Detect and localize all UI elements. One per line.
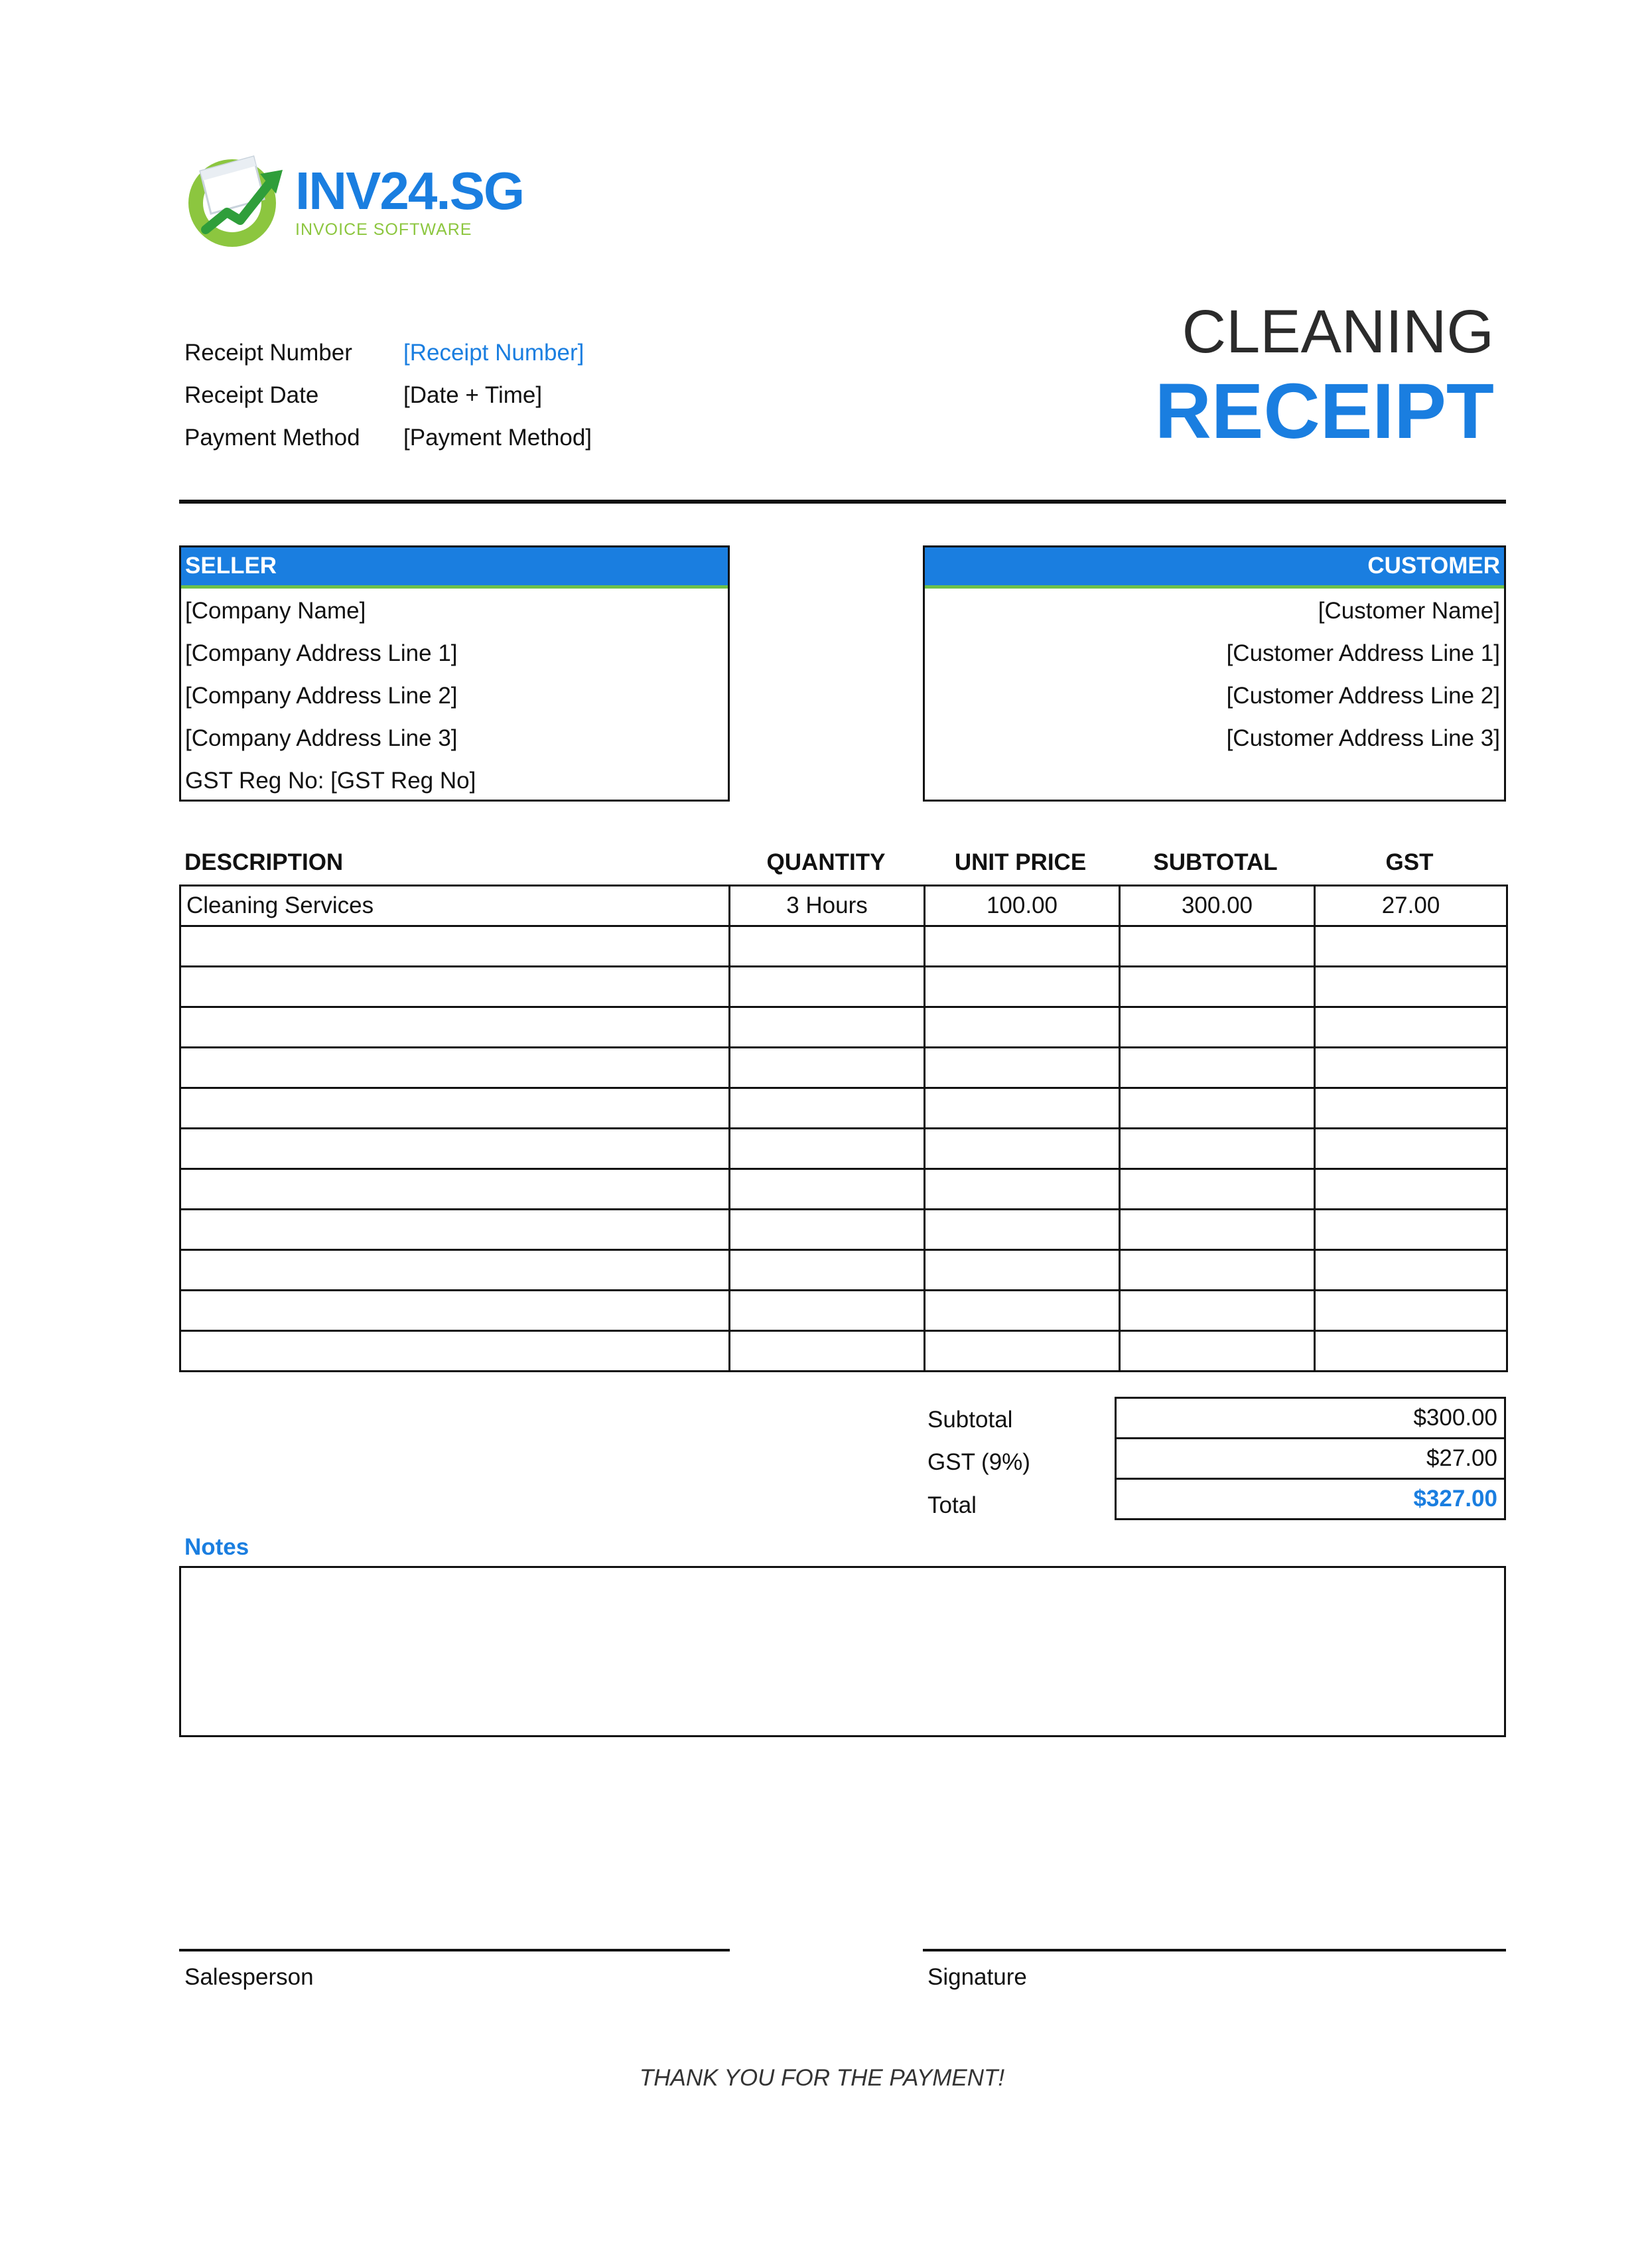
cell-quantity — [730, 926, 925, 967]
cell-quantity — [730, 1007, 925, 1048]
seller-box — [179, 545, 730, 802]
logo — [186, 151, 524, 251]
col-header-description: DESCRIPTION — [184, 849, 344, 875]
cell-description — [180, 1007, 730, 1048]
notes-content — [181, 1568, 1504, 1581]
cell-unit-price — [925, 1331, 1120, 1372]
table-row — [180, 1291, 1507, 1331]
cell-subtotal — [1120, 1250, 1315, 1291]
total-value: $327.00 — [1116, 1479, 1505, 1520]
thank-you-message: THANK YOU FOR THE PAYMENT! — [639, 2065, 1005, 2091]
cell-gst — [1315, 1088, 1507, 1129]
logo-icon — [186, 151, 285, 251]
table-row — [180, 967, 1507, 1007]
col-header-quantity: QUANTITY — [766, 849, 886, 875]
cell-unit-price — [925, 1250, 1120, 1291]
cell-subtotal — [1120, 1129, 1315, 1169]
cell-unit-price — [925, 1048, 1120, 1088]
cell-gst — [1315, 1291, 1507, 1331]
col-header-gst: GST — [1385, 849, 1434, 875]
cell-unit-price — [925, 926, 1120, 967]
cell-quantity — [730, 1169, 925, 1210]
cell-description — [180, 1088, 730, 1129]
cell-subtotal — [1120, 967, 1315, 1007]
cell-description — [180, 1331, 730, 1372]
title-line-2: RECEIPT — [1154, 368, 1494, 455]
cell-unit-price — [925, 1088, 1120, 1129]
cell-unit-price — [925, 1129, 1120, 1169]
cell-subtotal — [1120, 1331, 1315, 1372]
cell-unit-price — [925, 1169, 1120, 1210]
seller-address-line-2: [Company Address Line 2] — [185, 683, 458, 709]
notes-box[interactable] — [179, 1566, 1506, 1737]
cell-subtotal: 300.00 — [1120, 886, 1315, 926]
cell-quantity — [730, 1210, 925, 1250]
customer-box — [923, 545, 1506, 802]
table-row — [180, 1048, 1507, 1088]
cell-quantity: 3 Hours — [730, 886, 925, 926]
col-header-unit-price: UNIT PRICE — [954, 849, 1087, 875]
cell-gst — [1315, 1210, 1507, 1250]
cell-quantity — [730, 967, 925, 1007]
signature-label: Signature — [927, 1964, 1027, 1990]
cell-description — [180, 967, 730, 1007]
payment-method-value: [Payment Method] — [403, 425, 592, 451]
cell-description: Cleaning Services — [180, 886, 730, 926]
receipt-number-value: [Receipt Number] — [403, 340, 584, 366]
cell-subtotal — [1120, 1088, 1315, 1129]
cell-gst — [1315, 967, 1507, 1007]
cell-quantity — [730, 1048, 925, 1088]
cell-unit-price — [925, 1007, 1120, 1048]
cell-unit-price — [925, 1210, 1120, 1250]
cell-unit-price — [925, 1291, 1120, 1331]
cell-subtotal — [1120, 1169, 1315, 1210]
cell-description — [180, 1129, 730, 1169]
col-header-subtotal: SUBTOTAL — [1153, 849, 1278, 875]
total-label: Total — [927, 1492, 977, 1518]
cell-description — [180, 1048, 730, 1088]
cell-description — [180, 1250, 730, 1291]
logo-wordmark: INV24.SG — [295, 161, 524, 220]
cell-gst — [1315, 1007, 1507, 1048]
gst-value: $27.00 — [1116, 1439, 1505, 1479]
table-row — [180, 1210, 1507, 1250]
cell-gst: 27.00 — [1315, 886, 1507, 926]
cell-quantity — [730, 1331, 925, 1372]
customer-address-line-3: [Customer Address Line 3] — [1226, 725, 1500, 751]
items-table — [179, 885, 1508, 1372]
cell-gst — [1315, 1129, 1507, 1169]
seller-gst-reg: GST Reg No: [GST Reg No] — [185, 768, 476, 794]
table-row — [180, 1250, 1507, 1291]
table-row — [180, 886, 1507, 926]
cell-gst — [1315, 1169, 1507, 1210]
notes-label: Notes — [184, 1534, 249, 1560]
totals-table — [1115, 1397, 1506, 1520]
cell-gst — [1315, 1331, 1507, 1372]
cell-gst — [1315, 1250, 1507, 1291]
cell-quantity — [730, 1129, 925, 1169]
receipt-number-label: Receipt Number — [184, 340, 352, 366]
header-divider — [179, 500, 1506, 504]
cell-subtotal — [1120, 1048, 1315, 1088]
table-row — [180, 1129, 1507, 1169]
cell-description — [180, 1291, 730, 1331]
logo-tagline: INVOICE SOFTWARE — [295, 220, 472, 239]
cell-description — [180, 1169, 730, 1210]
gst-label: GST (9%) — [927, 1449, 1030, 1475]
seller-company-name: [Company Name] — [185, 598, 366, 624]
table-row — [180, 1088, 1507, 1129]
cell-subtotal — [1120, 1007, 1315, 1048]
subtotal-value: $300.00 — [1116, 1398, 1505, 1439]
cell-unit-price: 100.00 — [925, 886, 1120, 926]
receipt-date-label: Receipt Date — [184, 382, 319, 408]
seller-address-line-1: [Company Address Line 1] — [185, 640, 458, 666]
cell-gst — [1315, 1048, 1507, 1088]
cell-gst — [1315, 926, 1507, 967]
seller-address-line-3: [Company Address Line 3] — [185, 725, 458, 751]
table-row — [180, 1169, 1507, 1210]
cell-quantity — [730, 1088, 925, 1129]
customer-address-line-2: [Customer Address Line 2] — [1226, 683, 1500, 709]
table-row — [180, 1331, 1507, 1372]
cell-subtotal — [1120, 1291, 1315, 1331]
cell-unit-price — [925, 967, 1120, 1007]
table-row — [180, 926, 1507, 967]
salesperson-label: Salesperson — [184, 1964, 314, 1990]
cell-quantity — [730, 1250, 925, 1291]
receipt-date-value: [Date + Time] — [403, 382, 543, 408]
cell-subtotal — [1120, 926, 1315, 967]
cell-description — [180, 1210, 730, 1250]
payment-method-label: Payment Method — [184, 425, 360, 451]
seller-heading: SELLER — [181, 547, 728, 589]
title-line-1: CLEANING — [1182, 298, 1494, 366]
table-row — [180, 1007, 1507, 1048]
cell-subtotal — [1120, 1210, 1315, 1250]
cell-quantity — [730, 1291, 925, 1331]
customer-name: [Customer Name] — [1318, 598, 1500, 624]
salesperson-line — [179, 1949, 730, 1951]
signature-line — [923, 1949, 1506, 1951]
customer-heading: CUSTOMER — [925, 547, 1504, 589]
customer-address-line-1: [Customer Address Line 1] — [1226, 640, 1500, 666]
subtotal-label: Subtotal — [927, 1407, 1013, 1433]
cell-description — [180, 926, 730, 967]
